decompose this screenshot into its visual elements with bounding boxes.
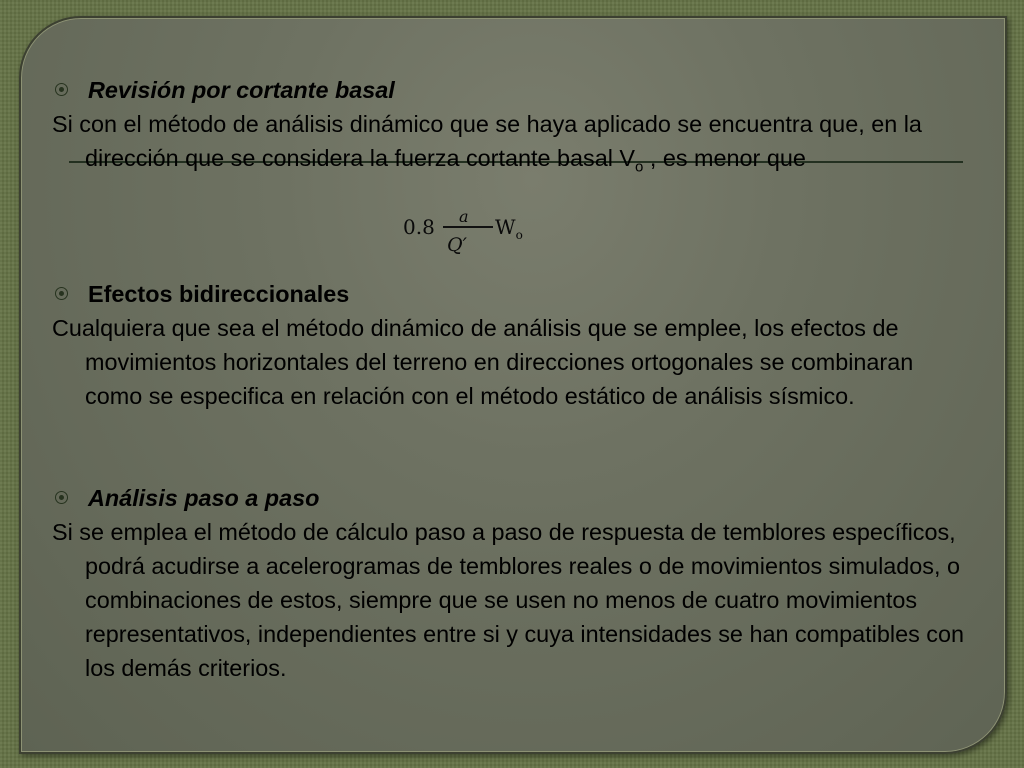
heading-row: [21, 277, 1005, 311]
heading-row: [21, 481, 1005, 515]
section-paragraph: Cualquiera que sea el método dinámico de análisis que se emplee, los efectos de movimientos horizontales del terreno en direcciones ortogonales se combinaran como se especifica en relación con el método estático de análisis sísmico.: [52, 315, 914, 409]
bullet-icon: [55, 83, 68, 96]
bullet-icon: [55, 287, 68, 300]
slide-panel: [19, 16, 1007, 754]
paragraph-text: Si con el método de análisis dinámico que se haya aplicado se encuentra que, en la dirección que se considera la fuerza cortante basal V: [52, 111, 922, 171]
section-revision-cortante-basal: [21, 73, 1005, 185]
section-analisis-paso-a-paso: [21, 481, 1005, 685]
section-heading: Efectos bidireccionales: [88, 281, 350, 307]
section-heading: Análisis paso a paso: [88, 485, 320, 511]
slide-content: [21, 18, 1005, 752]
bullet-icon: [55, 491, 68, 504]
formula-numerator: a: [459, 207, 469, 226]
subscript-text: o: [635, 158, 644, 176]
formula-weight: [495, 210, 523, 252]
section-efectos-bidireccionales: [21, 277, 1005, 413]
formula-denominator: Q′: [447, 234, 467, 256]
section-paragraph: Si se emplea el método de cálculo paso a paso de respuesta de temblores específicos, podrá acudirse a acelerogramas de temblores reales o de movimientos simulados, o combinaciones de estos, siempre que se usen no menos de cuatro movimientos representativos, independientes entre si y cuya intensidades se han compatibles con los demás criterios.: [52, 519, 964, 681]
base-shear-formula: [401, 194, 551, 260]
formula-weight-subscript: o: [515, 228, 523, 242]
paragraph-text-end: , es menor que: [643, 145, 806, 171]
section-paragraph: [21, 107, 1005, 185]
formula-weight-symbol: W: [495, 215, 516, 239]
formula-coefficient: 0.8: [403, 215, 435, 239]
heading-row: [21, 73, 1005, 107]
section-heading: Revisión por cortante basal: [88, 77, 395, 103]
